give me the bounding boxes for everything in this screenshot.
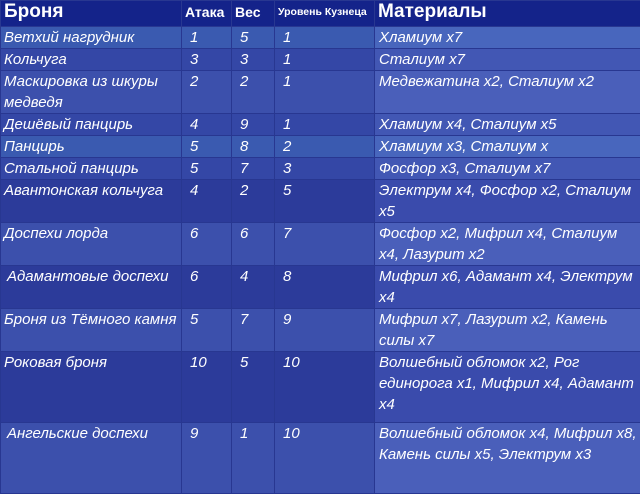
cell-attack: 6: [182, 266, 232, 309]
cell-smith: 8: [275, 266, 375, 309]
cell-attack: 10: [182, 352, 232, 423]
table-row: [1, 114, 640, 136]
cell-attack: 4: [182, 180, 232, 223]
cell-name: Броня из Тёмного камня: [1, 309, 182, 352]
table-body: [1, 27, 640, 494]
cell-attack: 5: [182, 309, 232, 352]
cell-weight: 1: [232, 423, 275, 494]
cell-materials: Фосфор х2, Мифрил х4, Сталиум х4, Лазурит х2: [375, 223, 640, 266]
cell-materials: Мифрил х6, Адамант х4, Электрум х4: [375, 266, 640, 309]
table-row: [1, 223, 640, 266]
table-row: [1, 309, 640, 352]
cell-weight: 6: [232, 223, 275, 266]
cell-smith: 9: [275, 309, 375, 352]
table-row: [1, 158, 640, 180]
cell-materials: Хламиум х4, Сталиум х5: [375, 114, 640, 136]
cell-smith: 10: [275, 423, 375, 494]
table-row: [1, 71, 640, 114]
cell-name: Дешёвый панцирь: [1, 114, 182, 136]
cell-name: Адамантовые доспехи: [1, 266, 182, 309]
cell-name: Ангельские доспехи: [1, 423, 182, 494]
cell-attack: 1: [182, 27, 232, 49]
cell-smith: 7: [275, 223, 375, 266]
table-row: [1, 352, 640, 423]
cell-weight: 3: [232, 49, 275, 71]
cell-attack: 9: [182, 423, 232, 494]
cell-name: Авантонская кольчуга: [1, 180, 182, 223]
cell-materials: Мифрил х7, Лазурит х2, Камень силы х7: [375, 309, 640, 352]
cell-smith: 5: [275, 180, 375, 223]
cell-materials: Медвежатина х2, Сталиум х2: [375, 71, 640, 114]
cell-attack: 2: [182, 71, 232, 114]
cell-attack: 5: [182, 158, 232, 180]
table-row: [1, 49, 640, 71]
cell-smith: 1: [275, 27, 375, 49]
cell-name: Панцирь: [1, 136, 182, 158]
cell-attack: 6: [182, 223, 232, 266]
header-row: [1, 1, 640, 27]
cell-name: Кольчуга: [1, 49, 182, 71]
cell-weight: 9: [232, 114, 275, 136]
header-weight: Вес: [232, 1, 275, 27]
header-smith-level: Уровень Кузнеца: [275, 1, 375, 27]
cell-weight: 8: [232, 136, 275, 158]
cell-smith: 2: [275, 136, 375, 158]
header-materials: Материалы: [375, 1, 640, 27]
cell-smith: 10: [275, 352, 375, 423]
cell-materials: Волшебный обломок х4, Мифрил х8, Камень силы х5, Электрум х3: [375, 423, 640, 494]
cell-name: Стальной панцирь: [1, 158, 182, 180]
header-attack: Атака: [182, 1, 232, 27]
table-row: [1, 27, 640, 49]
cell-attack: 4: [182, 114, 232, 136]
cell-weight: 7: [232, 309, 275, 352]
cell-name: Доспехи лорда: [1, 223, 182, 266]
cell-smith: 3: [275, 158, 375, 180]
cell-smith: 1: [275, 114, 375, 136]
cell-materials: Волшебный обломок х2, Рог единорога х1, Мифрил х4, Адамант х4: [375, 352, 640, 423]
cell-smith: 1: [275, 49, 375, 71]
cell-name: Маскировка из шкуры медведя: [1, 71, 182, 114]
table-row: [1, 180, 640, 223]
cell-weight: 2: [232, 180, 275, 223]
cell-materials: Электрум х4, Фосфор х2, Сталиум х5: [375, 180, 640, 223]
table-row: [1, 266, 640, 309]
cell-weight: 2: [232, 71, 275, 114]
cell-attack: 5: [182, 136, 232, 158]
cell-name: Роковая броня: [1, 352, 182, 423]
cell-materials: Фосфор х3, Сталиум х7: [375, 158, 640, 180]
header-name: Броня: [1, 1, 182, 27]
cell-weight: 5: [232, 352, 275, 423]
cell-weight: 5: [232, 27, 275, 49]
table-header: [1, 1, 640, 27]
cell-name: Ветхий нагрудник: [1, 27, 182, 49]
table-row: [1, 136, 640, 158]
cell-weight: 7: [232, 158, 275, 180]
cell-smith: 1: [275, 71, 375, 114]
cell-materials: Хламиум х7: [375, 27, 640, 49]
cell-weight: 4: [232, 266, 275, 309]
table-row: [1, 423, 640, 494]
cell-attack: 3: [182, 49, 232, 71]
cell-materials: Хламиум х3, Сталиум х: [375, 136, 640, 158]
cell-materials: Сталиум х7: [375, 49, 640, 71]
